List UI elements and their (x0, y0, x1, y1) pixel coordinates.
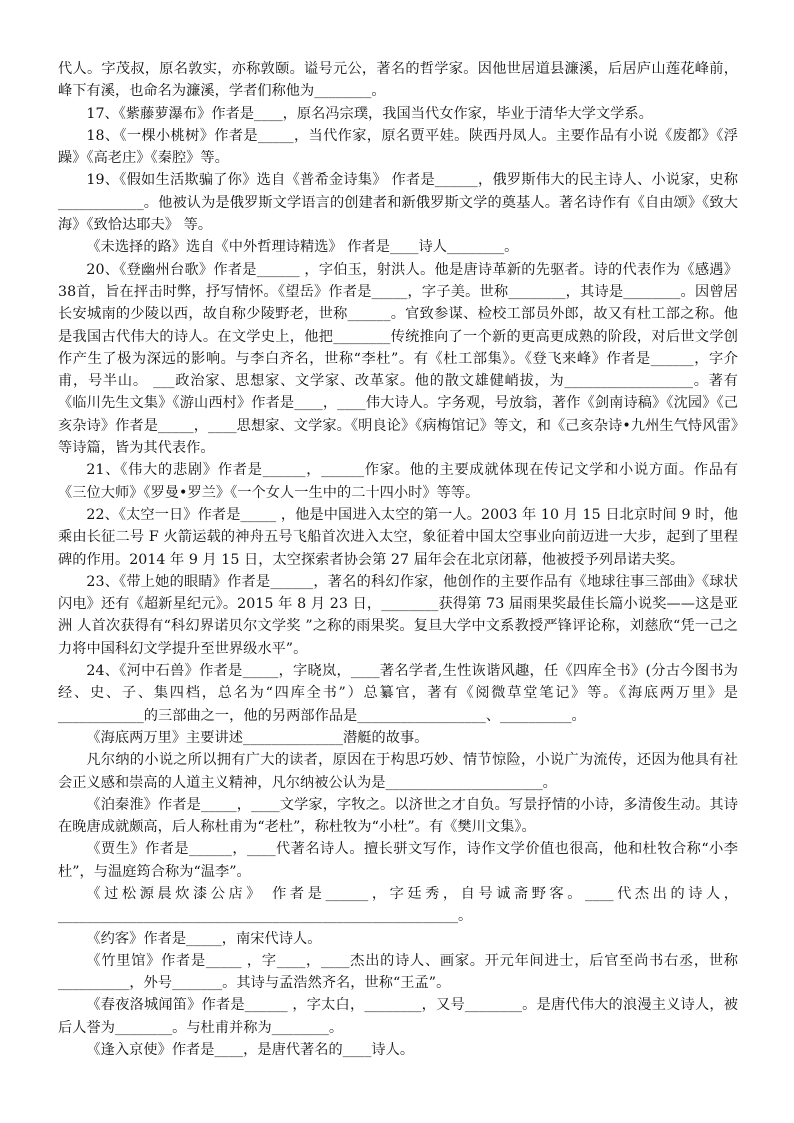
paragraph-zhu-li-guan: 《竹里馆》作者是_____ ，字____，____杰出的诗人、画家。开元年间进士，后官至尚书右丞，世称__________，外号_______。其诗与孟浩然齐名，世称“王孟”。 (58, 952, 738, 992)
paragraph-17: 17、《紫藤萝瀑布》作者是____，原名冯宗璞，我国当代女作家，毕业于清华大学文学系。 (86, 105, 653, 122)
paragraph-jia-sheng: 《贾生》作者是______，____代著名诗人。擅长骈文写作，诗作文学价值也很高，他和杜牧合称“小李杜”，与温庭筠合称为“温李”。 (58, 841, 738, 880)
document-body (58, 58, 738, 1061)
paragraph-18: 18、《一棵小桃树》作者是_____，当代作家，原名贾平娃。陕西丹凤人。主要作品有小说《废都》《浮躁》《高老庄》《秦腔》等。 (58, 127, 738, 167)
paragraph-22: 22、《太空一日》作者是_____ ，他是中国进入太空的第一人。2003 年 10 月 15 日北京时间 9 时，他乘由长征二号 F 火箭运载的神舟五号飞船首次进入太空，象征着中国太空事业向前迈进一大步，起到了里程碑的作用。2014 年 9 月 15 日，太空探索者协会第 27 届年会在北京闭幕，他被授予列昂诺夫奖。 (58, 506, 738, 568)
paragraph-23: 23、《带上她的眼睛》作者是______，著名的科幻作家，他创作的主要作品有《地球往事三部曲》《球状闪电》还有《超新星纪元》。2015 年 8 月 23 日，________获得第 73 届雨果奖最佳长篇小说奖——这是亚洲 人首次获得有“科幻界诺贝尔文学奖 ”之称的雨果奖。复旦大学中文系教授严锋评论称，刘慈欣“凭一己之力将中国科幻文学提升至世界级水平”。 (58, 573, 738, 657)
paragraph-19: 19、《假如生活欺骗了你》选自《普希金诗集》 作者是______，俄罗斯伟大的民主诗人、小说家，史称____________。他被认为是俄罗斯文学语言的创建者和新俄罗斯文学的奠基人。著名诗作有《自由颂》《致大海》《致恰达耶夫》 等。 (58, 172, 738, 234)
paragraph-bo-qinhuai: 《泊秦淮》作者是_____，____文学家，字牧之。以济世之才自负。写景抒情的小诗，多清俊生动。其诗在晚唐成就颇高，后人称杜甫为“老杜”，称杜牧为“小杜”。有《樊川文集》。 (58, 796, 738, 836)
paragraph-verne: 凡尔纳的小说之所以拥有广大的读者，原因在于构思巧妙、情节惊险，小说广为流传，还因为他具有社会正义感和崇高的人道主义精神，凡尔纳被公认为是______________________。 (58, 752, 738, 791)
paragraph-guo-songyuan: 《过松源晨炊漆公店》 作者是______，字廷秀，自号诚斋野客。____代杰出的诗人，________________________________________________________。 (58, 885, 738, 925)
paragraph-continuation-16: 代人。字茂叔，原名敦实，亦称敦颐。谥号元公，著名的哲学家。因他世居道县濂溪，后居庐山莲花峰前，峰下有溪，也命名为濂溪，学者们称他为________。 (58, 61, 738, 100)
paragraph-19-road: 《未选择的路》选自《中外哲理诗精选》 作者是____诗人________。 (86, 239, 519, 256)
paragraph-submarine: 《海底两万里》主要讲述______________潜艇的故事。 (86, 729, 429, 746)
paragraph-luo-cheng-wen-di: 《春夜洛城闻笛》作者是______ ，字太白，________，又号________。是唐代伟大的浪漫主义诗人，被后人誉为________。与杜甫并称为________。 (58, 997, 738, 1036)
paragraph-20: 20、《登幽州台歌》作者是______ ，字伯玉，射洪人。他是唐诗革新的先驱者。诗的代表作为《感遇》38首，旨在抨击时弊，抒写情怀。《望岳》作者是_____，字子美。世称________，其诗是________。因曾居长安城南的少陵以西，故自称少陵野老，世称______。官致参谋、检校工部员外郎，故又有杜工部之称。他是我国古代伟大的诗人。在文学史上，他把________传统推向了一个新的更高更成熟的阶段，对后世文学创作产生了极为深远的影响。与李白齐名，世称“李杜”。有《杜工部集》。《登飞来峰》作者是______，字介甫，号半山。 ___政治家、思想家、文学家、改革家。他的散文雄健峭拔，为__________________。著有《临川先生文集》《游山西村》作者是____，____伟大诗人。字务观，号放翁，著作《剑南诗稿》《沈园》《己亥杂诗》作者是_____，____思想家、文学家。《明良论》《病梅馆记》等文，和《己亥杂诗•九州生气恃风雷》等诗篇，皆为其代表作。 (58, 261, 738, 457)
paragraph-24: 24、《河中石兽》作者是_____，字晓岚，____著名学者,生性诙谐风趣，任《四库全书》(分古今图书为经、史、子、集四档，总名为“四库全书”）总纂官，著有《阅微草堂笔记》等。《海底两万里》是____________的三部曲之一，他的另两部作品是__________________、__________。 (58, 663, 738, 724)
paragraph-feng-ru-jing-shi: 《逢入京使》作者是____，是唐代著名的____诗人。 (86, 1042, 415, 1059)
paragraph-yue-ke: 《约客》作者是_____，南宋代诗人。 (86, 930, 322, 947)
paragraph-21: 21、《伟大的悲剧》作者是______，______作家。他的主要成就体现在传记文学和小说方面。作品有《三位大师》《罗曼•罗兰》《一个女人一生中的二十四小时》等等。 (58, 462, 738, 501)
